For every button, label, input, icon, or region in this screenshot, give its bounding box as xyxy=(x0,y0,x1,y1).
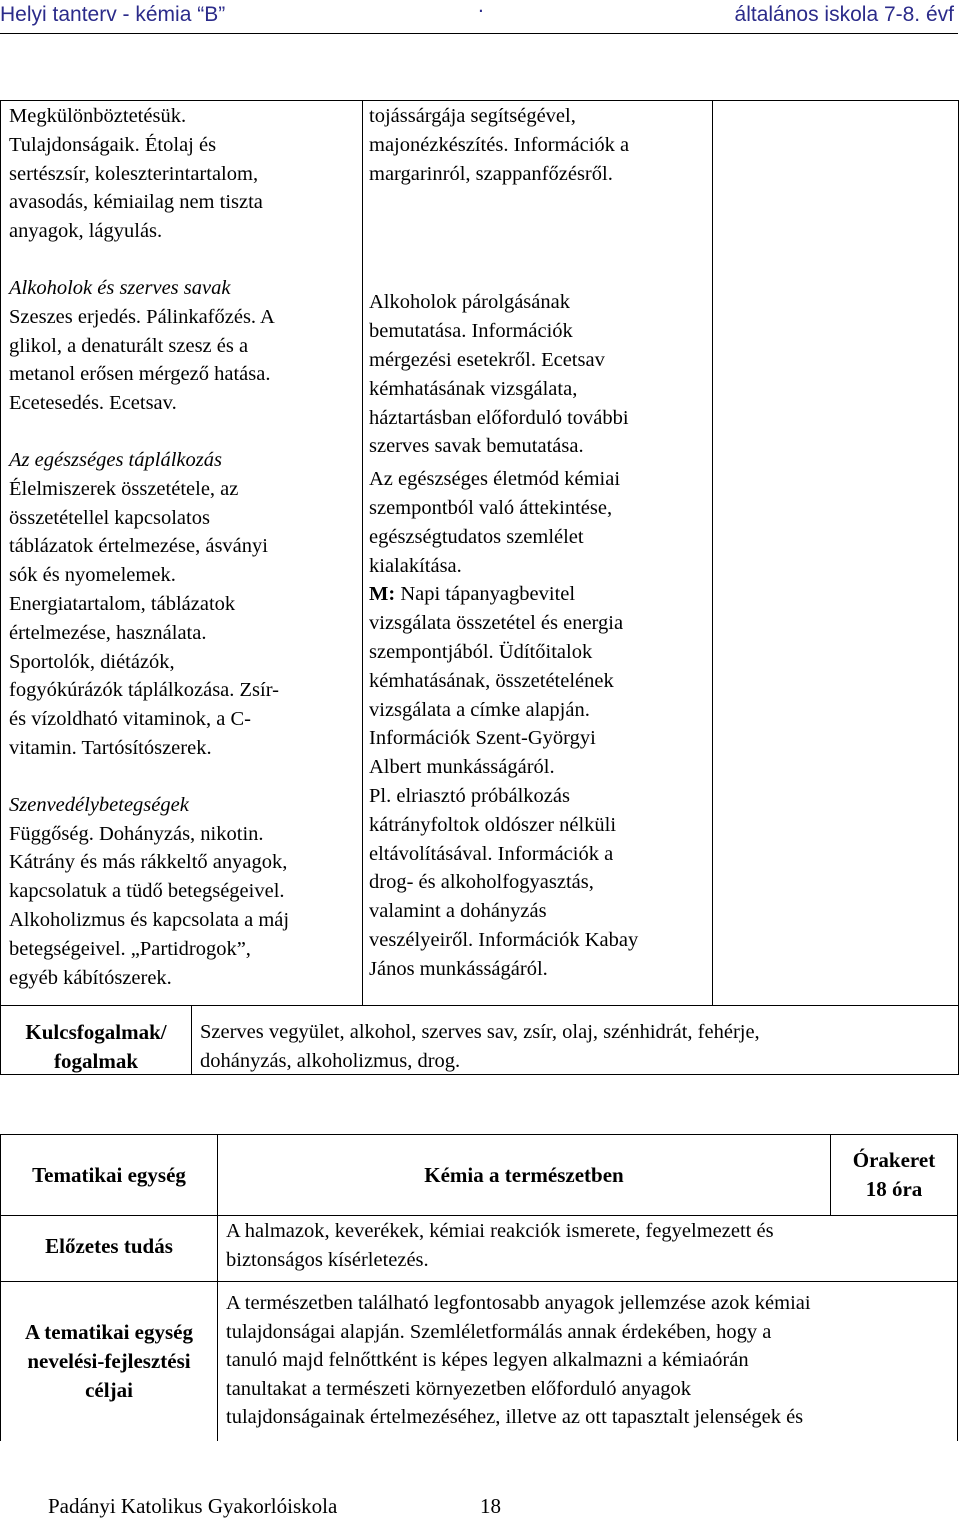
text-line: tulajdonságainak értelmezéséhez, illetve az ott tapasztalt jelenségek és xyxy=(226,1406,804,1428)
text-line: bemutatása. Információk xyxy=(369,320,573,343)
section-title: Az egészséges táplálkozás xyxy=(9,448,222,471)
text-line: A természetben található legfontosabb anyagok jellemzése azok kémiai xyxy=(226,1292,811,1314)
text-line: Tulajdonságaik. Étolaj és xyxy=(9,133,217,156)
text-line: metanol erősen mérgező hatása. xyxy=(9,363,271,386)
text-line: táblázatok értelmezése, ásványi xyxy=(9,535,268,558)
alcohols-block xyxy=(9,274,359,418)
text-line: mérgezési esetekről. Ecetsav xyxy=(369,348,605,371)
text-line: értelmezése, használata. xyxy=(9,621,207,644)
text-line: Élelmiszerek összetétele, az xyxy=(9,477,239,500)
text-line: Szerves vegyület, alkohol, szerves sav, zsír, olaj, szénhidrát, fehérje, xyxy=(200,1021,760,1043)
text-line: drog- és alkoholfogyasztás, xyxy=(369,871,594,894)
fats-block xyxy=(9,102,359,246)
section-title: Szenvedélybetegségek xyxy=(9,793,189,816)
text-line: tanultakat a természeti környezetben előforduló anyagok xyxy=(226,1377,692,1400)
goals-label-line: céljai xyxy=(85,1378,133,1402)
text-line: glikol, a denaturált szesz és a xyxy=(9,334,249,357)
text-line: kémhatásának, összetételének xyxy=(369,669,614,692)
nutrition-block xyxy=(9,446,359,763)
left-column-text xyxy=(9,102,359,992)
nutrition-activities-block xyxy=(369,465,709,983)
text-line: majonézkészítés. Információk a xyxy=(369,133,630,156)
prior-value xyxy=(226,1217,954,1274)
text-line: fogyókúrázók táplálkozása. Zsír- xyxy=(9,679,279,702)
hours-block xyxy=(830,1146,958,1204)
text-line: Megkülönböztetésük. xyxy=(9,105,187,127)
text-line: háztartásban előforduló további xyxy=(369,406,629,429)
text-line: anyagok, lágyulás. xyxy=(9,220,163,243)
text-line: betegségeivel. „Partidrogok”, xyxy=(9,937,251,960)
text-line: A halmazok, keverékek, kémiai reakciók ismerete, fegyelmezett és xyxy=(226,1220,774,1242)
text-line: tanuló majd felnőttként is képes legyen alkalmazni a kémiaórán xyxy=(226,1349,749,1371)
text-line: kémhatásának vizsgálata, xyxy=(369,377,578,400)
alcohols-activities-block xyxy=(369,288,709,461)
goals-label-line: A tematikai egység xyxy=(25,1320,193,1344)
text-line: vitamin. Tartósítószerek. xyxy=(9,736,212,759)
text-line: Albert munkásságáról. xyxy=(369,756,555,779)
header-right-title: általános iskola 7-8. évf xyxy=(734,3,954,26)
text-line: valamint a dohányzás xyxy=(369,900,547,923)
text-line: Sportolók, diétázók, xyxy=(9,650,175,673)
page-header xyxy=(0,0,960,34)
text-line: kapcsolatuk a tüdő betegségeivel. xyxy=(9,880,285,903)
goals-value xyxy=(226,1289,954,1432)
text-line: egészségtudatos szemlélet xyxy=(369,525,584,548)
text-line: vizsgálata a címke alapján. xyxy=(369,698,590,721)
text-line: összetétellel kapcsolatos xyxy=(9,506,210,529)
goals-label-line: nevelési-fejlesztési xyxy=(27,1349,191,1373)
m-label: M: xyxy=(369,583,396,606)
unit-title: Kémia a természetben xyxy=(424,1163,624,1187)
hours-label: Órakeret xyxy=(852,1148,936,1172)
footer-page-number: 18 xyxy=(480,1494,501,1518)
text-line: szempontjából. Üdítőitalok xyxy=(369,640,593,663)
keywords-label-line: Kulcsfogalmak/ xyxy=(25,1020,167,1044)
header-rule xyxy=(0,33,958,34)
text-line: tojássárgája segítségével, xyxy=(369,105,576,127)
text-line: szempontból való áttekintése, xyxy=(369,496,613,519)
text-line: Szeszes erjedés. Pálinkafőzés. A xyxy=(9,305,275,328)
text-line: János munkásságáról. xyxy=(369,957,548,980)
text-line: szerves savak bemutatása. xyxy=(369,435,584,458)
text-line: sók és nyomelemek. xyxy=(9,564,176,587)
text-line: Információk Szent-Györgyi xyxy=(369,727,596,750)
text-line: egyéb kábítószerek. xyxy=(9,966,172,989)
m-text: Napi tápanyagbevitel xyxy=(395,583,576,606)
keywords-label xyxy=(2,1018,190,1076)
fats-activities-block xyxy=(369,102,709,188)
text-line: sertészsír, koleszterintartalom, xyxy=(9,162,259,185)
footer-school: Padányi Katolikus Gyakorlóiskola xyxy=(48,1494,338,1518)
text-line: Alkoholizmus és kapcsolata a máj xyxy=(9,908,290,931)
text-line: Ecetesedés. Ecetsav. xyxy=(9,392,177,415)
text-line: eltávolításával. Információk a xyxy=(369,842,614,865)
text-line: és vízoldható vitaminok, a C- xyxy=(9,708,251,731)
text-line: tulajdonságai alapján. Szemléletformálás annak érdekében, hogy a xyxy=(226,1320,772,1343)
header-center-dot: . xyxy=(478,0,484,17)
header-left-title: Helyi tanterv - kémia “B” xyxy=(0,3,226,26)
goals-label xyxy=(0,1318,218,1405)
addiction-block xyxy=(9,791,359,993)
text-line: dohányzás, alkoholizmus, drog. xyxy=(200,1050,461,1072)
hours-value: 18 óra xyxy=(865,1177,923,1201)
text-line: biztonságos kísérletezés. xyxy=(226,1248,429,1271)
text-line: margarinról, szappanfőzésről. xyxy=(369,162,613,185)
text-line: Függőség. Dohányzás, nikotin. xyxy=(9,822,264,845)
text-line: kátrányfoltok oldószer nélküli xyxy=(369,813,617,836)
keywords-label-line: fogalmak xyxy=(54,1049,138,1073)
right-column-cell xyxy=(712,100,959,1006)
text-line: Az egészséges életmód kémiai xyxy=(369,468,621,491)
prior-label: Előzetes tudás xyxy=(45,1234,173,1258)
text-line: avasodás, kémiailag nem tiszta xyxy=(9,191,263,214)
text-line: veszélyeiről. Információk Kabay xyxy=(369,928,639,951)
section-title: Alkoholok és szerves savak xyxy=(9,276,231,299)
text-line xyxy=(369,580,709,609)
text-line: Kátrány és más rákkeltő anyagok, xyxy=(9,851,288,874)
text-line: vizsgálata összetétel és energia xyxy=(369,612,624,635)
keywords-value xyxy=(200,1018,955,1076)
text-line: Energiatartalom, táblázatok xyxy=(9,592,236,615)
unit-label: Tematikai egység xyxy=(32,1163,186,1187)
middle-column-text xyxy=(369,102,709,984)
text-line: kialakítása. xyxy=(369,554,462,577)
text-line: Pl. elriasztó próbálkozás xyxy=(369,784,570,807)
text-line: Alkoholok párolgásának xyxy=(369,291,570,314)
